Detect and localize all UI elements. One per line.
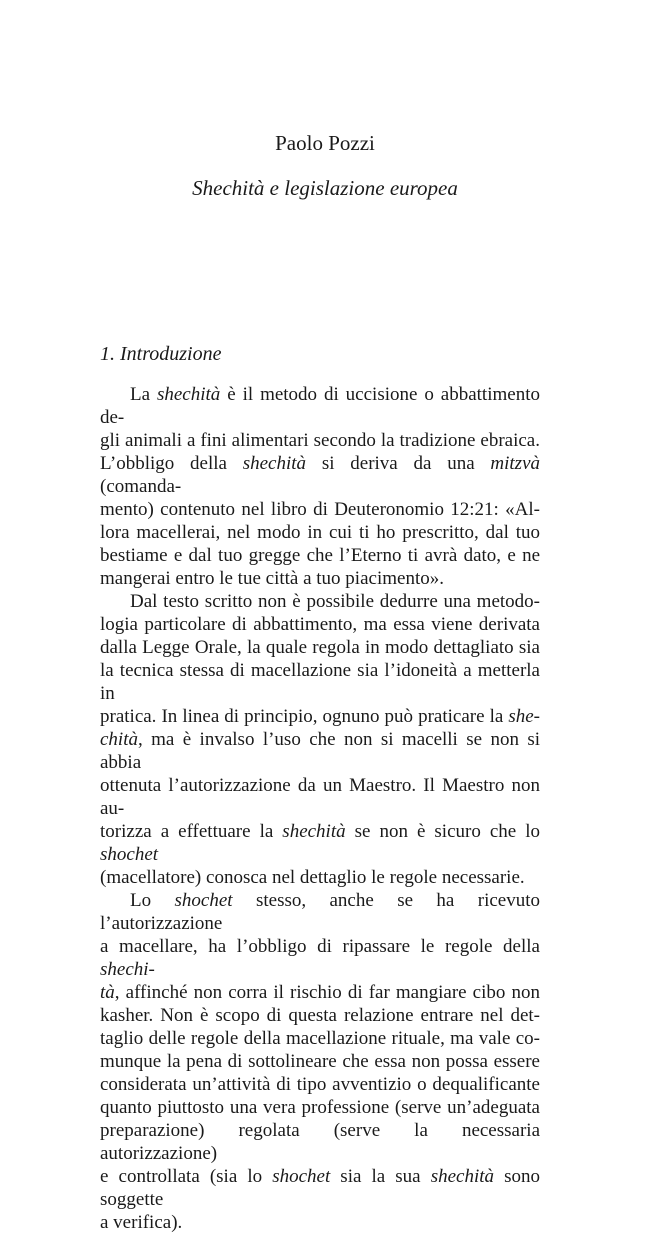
text-run: mento) contenuto nel libro di Deuteronomio 12:21: «Al- [100,499,540,520]
text-line [100,1073,540,1096]
text-run: lora macellerai, nel modo in cui ti ho prescritto, dal tuo [100,522,540,543]
italic-term: shochet [100,844,159,865]
text-run: pratica. In linea di principio, ognuno può praticare la [100,706,509,727]
text-run: taglio delle regole della macellazione rituale, ma vale co- [100,1028,540,1049]
paragraph [100,590,540,889]
text-run: se non è sicuro che lo [345,821,541,842]
italic-term: shochet [174,890,233,911]
text-run: preparazione) regolata (serve la necessaria autorizzazione) [100,1120,540,1164]
text-run: torizza a effettuare la [100,821,283,842]
text-line [100,1027,540,1050]
text-run: considerata un’attività di tipo avventizio o dequalificante [100,1074,540,1095]
text-run: ottenuta l’autorizzazione da un Maestro. Il Maestro non au- [100,775,540,819]
text-line [100,383,540,429]
text-run: Dal testo scritto non è possibile dedurre una metodo- [130,591,540,612]
text-run: a verifica). [100,1212,183,1233]
text-run: (comanda- [100,476,182,497]
paragraph [100,383,540,590]
text-run: La [130,384,157,405]
text-run: è il metodo di uccisione o abbattimento de- [100,384,540,428]
text-line [100,774,540,820]
text-line [100,1050,540,1073]
text-run: gli animali a fini alimentari secondo la tradizione ebraica. [100,430,540,451]
text-run: quanto piuttosto una vera professione (serve un’adeguata [100,1097,540,1118]
text-line [100,498,540,521]
text-run: Lo [130,890,175,911]
italic-term: chità [100,729,138,750]
text-line [100,636,540,659]
text-run: la tecnica stessa di macellazione sia l’idoneità a metterla in [100,660,540,704]
text-run: sia la sua [330,1166,431,1187]
text-line [100,1119,540,1165]
text-run: munque la pena di sottolineare che essa non possa essere [100,1051,540,1072]
italic-term: shechità [242,453,307,474]
text-line [100,728,540,774]
italic-term: shechità [156,384,221,405]
text-line [100,544,540,567]
italic-term: shechità [282,821,346,842]
text-run: sono soggette [100,1166,540,1210]
text-line [100,866,540,889]
text-run: dalla Legge Orale, la quale regola in modo dettagliato sia [100,637,540,658]
text-run: e controllata (sia lo [100,1166,273,1187]
text-run: mangerai entro le tue città a tuo piacimento». [100,568,444,589]
text-line [100,981,540,1004]
text-line [100,1211,540,1234]
text-run: L’obbligo della [100,453,243,474]
text-line [100,521,540,544]
text-run: si deriva da una [306,453,491,474]
italic-term: mitzvà [490,453,541,474]
text-line [100,889,540,935]
text-line [100,1096,540,1119]
text-line [100,567,540,590]
text-line [100,659,540,705]
text-line [100,452,540,498]
author-name: Paolo Pozzi [275,131,375,155]
text-line [100,429,540,452]
text-line [100,1165,540,1211]
text-run: kasher. Non è scopo di questa relazione entrare nel det- [100,1005,540,1026]
text-line [100,820,540,866]
text-line [100,590,540,613]
text-run: logia particolare di abbattimento, ma essa viene derivata [100,614,540,635]
text-run: (macellatore) conosca nel dettaglio le regole necessarie. [100,867,525,888]
italic-term: tà [100,982,115,1003]
section-heading: 1. Introduzione [100,343,222,365]
text-run: a macellare, ha l’obbligo di ripassare le regole della [100,936,540,957]
italic-term: shechi- [100,959,155,980]
text-run: , affinché non corra il rischio di far mangiare cibo non [114,982,540,1003]
text-run: stesso, anche se ha ricevuto l’autorizzazione [100,890,540,934]
text-line [100,1004,540,1027]
italic-term: shechità [430,1166,495,1187]
text-line [100,613,540,636]
text-run: , ma è invalso l’uso che non si macelli se non si abbia [100,729,540,773]
italic-term: shochet [272,1166,331,1187]
paragraph [100,889,540,1234]
article-title: Shechità e legislazione europea [192,176,458,200]
text-run: bestiame e dal tuo gregge che l’Eterno ti avrà dato, e ne [100,545,540,566]
body-text [100,383,540,1234]
text-line [100,705,540,728]
text-line [100,935,540,981]
italic-term: she- [508,706,540,727]
